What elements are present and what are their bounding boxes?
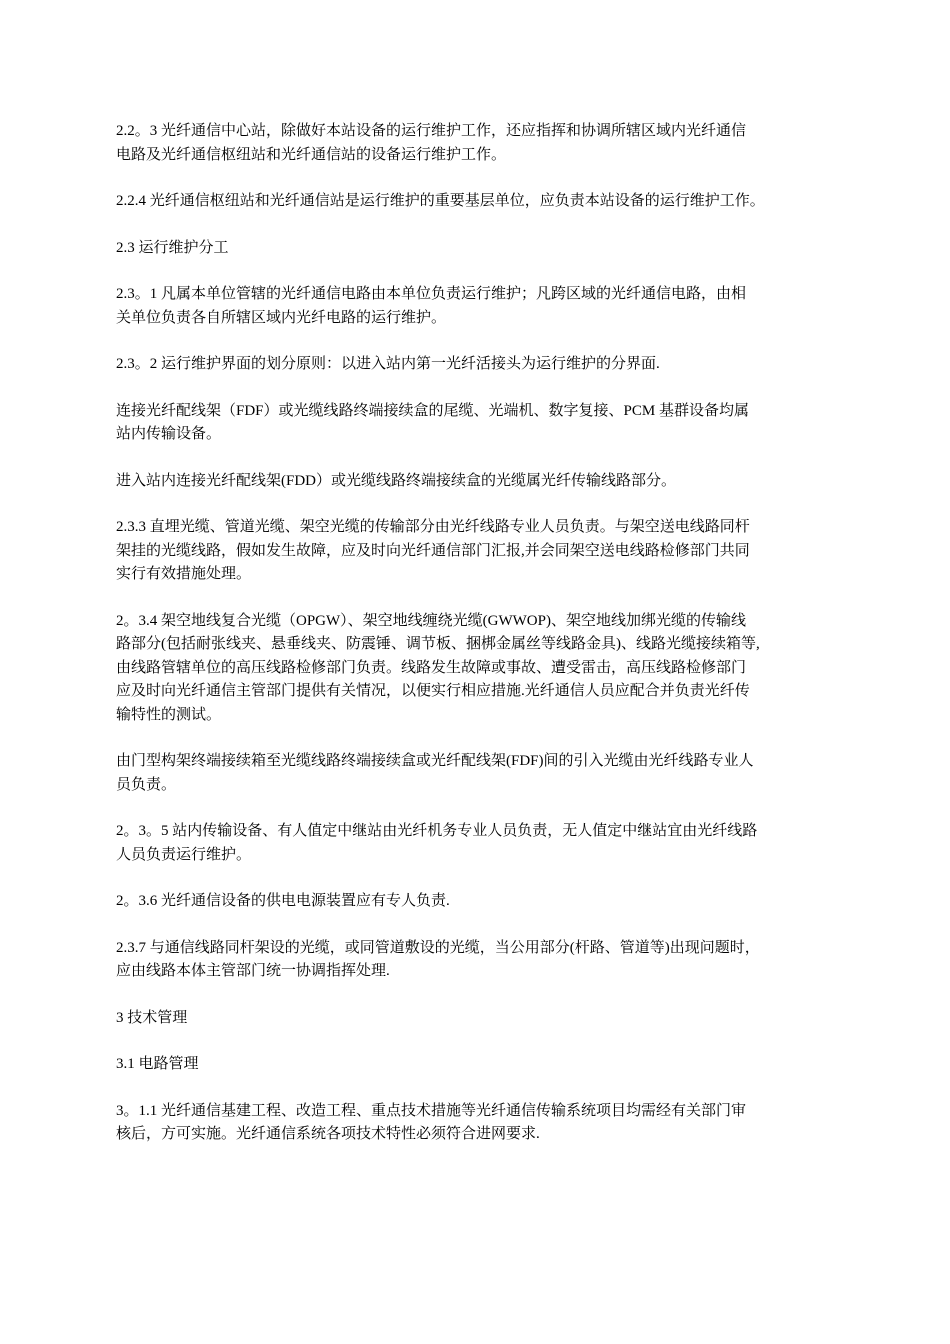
paragraph-fdd-cable [116, 470, 846, 494]
paragraph-line: 电路及光纤通信枢纽站和光纤通信站的设备运行维护工作。 [116, 146, 507, 163]
heading-2-3 [116, 237, 846, 261]
paragraph-fdf-equipment [116, 400, 846, 447]
paragraph-line: 核后，方可实施。光纤通信系统各项技术特性必须符合进网要求. [116, 1126, 540, 1142]
document-body [116, 120, 846, 1170]
paragraph-line: 2。3。5 站内传输设备、有人值定中继站由光纤机务专业人员负责，无人值定中继站宜由光纤线路 [116, 823, 758, 839]
paragraph-line: 应由线路本体主管部门统一协调指挥处理. [116, 963, 390, 979]
paragraph-line: 人员负责运行维护。 [116, 846, 252, 863]
paragraph-3-1-1 [116, 1100, 846, 1147]
paragraph-2-3-5 [116, 820, 846, 867]
heading-3-1 [116, 1053, 846, 1077]
paragraph-line: 应及时向光纤通信主管部门提供有关情况，以便实行相应措施.光纤通信人员应配合并负责光纤传 [116, 683, 750, 699]
paragraph-line: 输特性的测试。 [116, 706, 222, 723]
paragraph-line: 关单位负责各自所辖区域内光纤电路的运行维护。 [116, 309, 447, 326]
paragraph-2-3-3 [116, 516, 846, 587]
paragraph-line: 由门型构架终端接续箱至光缆线路终端接续盒或光纤配线架(FDF)间的引入光缆由光纤线路专业人 [116, 753, 754, 769]
paragraph-line: 3。1.1 光纤通信基建工程、改造工程、重点技术措施等光纤通信传输系统项目均需经有关部门审 [116, 1102, 747, 1119]
heading-3 [116, 1007, 846, 1031]
paragraph-line: 2.3。2 运行维护界面的划分原则：以进入站内第一光纤活接头为运行维护的分界面. [116, 356, 660, 372]
paragraph-line: 实行有效措施处理。 [116, 566, 252, 582]
paragraph-2-2-3 [116, 120, 846, 167]
paragraph-line: 站内传输设备。 [116, 426, 222, 442]
paragraph-line: 2.3.3 直埋光缆、管道光缆、架空光缆的传输部分由光纤线路专业人员负责。与架空送电线路同杆 [116, 519, 750, 535]
paragraph-2-3-6 [116, 890, 846, 914]
paragraph-2-3-7 [116, 937, 846, 984]
paragraph-2-3-4 [116, 610, 846, 728]
paragraph-line: 路部分(包括耐张线夹、悬垂线夹、防震锤、调节板、捆梆金属丝等线路金具)、线路光缆接续箱等, [116, 636, 760, 652]
paragraph-2-3-1 [116, 283, 846, 330]
paragraph-line: 2。3.6 光纤通信设备的供电电源装置应有专人负责. [116, 893, 450, 909]
paragraph-fdf-incoming-cable [116, 750, 846, 797]
paragraph-2-3-2 [116, 353, 846, 377]
paragraph-line: 架挂的光缆线路，假如发生故障，应及时向光纤通信部门汇报,并会同架空送电线路检修部门共同 [116, 542, 750, 559]
paragraph-line: 连接光纤配线架（FDF）或光缆线路终端接续盒的尾缆、光端机、数字复接、PCM 基群设备均属 [116, 402, 749, 419]
paragraph-2-2-4 [116, 190, 846, 214]
paragraph-line: 2.3。1 凡属本单位管辖的光纤通信电路由本单位负责运行维护；凡跨区域的光纤通信电路，由相 [116, 286, 747, 302]
paragraph-line: 2.3.7 与通信线路同杆架设的光缆，或同管道敷设的光缆，当公用部分(杆路、管道等)出现问题时， [116, 939, 760, 956]
paragraph-line: 2。3.4 架空地线复合光缆（OPGW）、架空地线缠绕光缆(GWWOP)、架空地线加绑光缆的传输线 [116, 612, 746, 629]
paragraph-line: 员负责。 [116, 776, 177, 793]
paragraph-line: 由线路管辖单位的高压线路检修部门负责。线路发生故障或事故、遭受雷击，高压线路检修部门 [116, 659, 747, 676]
paragraph-line: 进入站内连接光纤配线架(FDD）或光缆线路终端接续盒的光缆属光纤传输线路部分。 [116, 472, 677, 489]
paragraph-line: 2.2.4 光纤通信枢纽站和光纤通信站是运行维护的重要基层单位，应负责本站设备的运行维护工作。 [116, 193, 765, 209]
paragraph-line: 2.2。3 光纤通信中心站，除做好本站设备的运行维护工作，还应指挥和协调所辖区域内光纤通信 [116, 123, 747, 139]
heading-line: 3.1 电路管理 [116, 1056, 199, 1072]
heading-line: 2.3 运行维护分工 [116, 239, 229, 256]
heading-line: 3 技术管理 [116, 1009, 188, 1026]
